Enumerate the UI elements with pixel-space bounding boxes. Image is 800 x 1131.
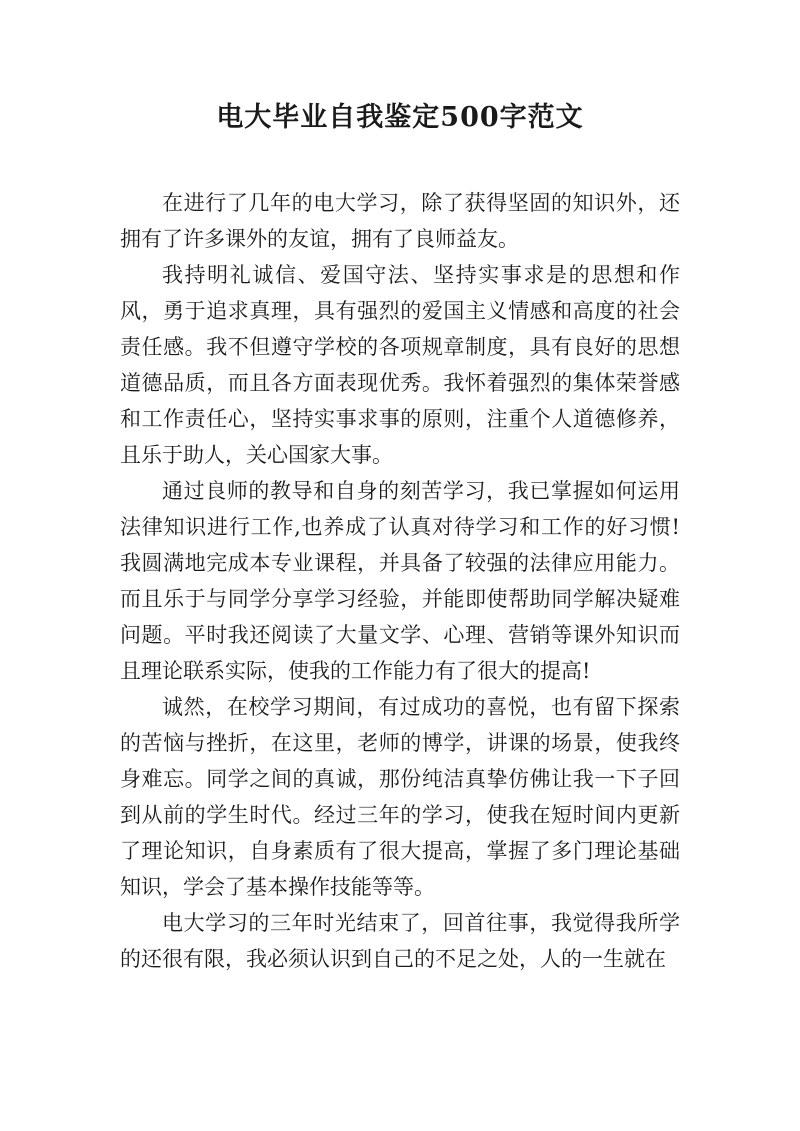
paragraph-1: 在进行了几年的电大学习，除了获得坚固的知识外，还拥有了许多课外的友谊，拥有了良师益友。 <box>120 191 680 251</box>
paragraph-3: 通过良师的教导和自身的刻苦学习，我已掌握如何运用法律知识进行工作,也养成了认真对待学习和工作的好习惯!我圆满地完成本专业课程，并具备了较强的法律应用能力。而且乐于与同学分享学习经验，并能即使帮助同学解决疑难问题。平时我还阅读了大量文学、心理、营销等课外知识而且理论联系实际，使我的工作能力有了很大的提高! <box>120 479 680 683</box>
document-body <box>120 185 680 977</box>
paragraph-2: 我持明礼诚信、爱国守法、坚持实事求是的思想和作风，勇于追求真理，具有强烈的爱国主义情感和高度的社会责任感。我不但遵守学校的各项规章制度，具有良好的思想道德品质，而且各方面表现优秀。我怀着强烈的集体荣誉感和工作责任心，坚持实事求事的原则，注重个人道德修养，且乐于助人，关心国家大事。 <box>120 263 680 467</box>
paragraph-5: 电大学习的三年时光结束了，回首往事，我觉得我所学的还很有限，我必须认识到自己的不足之处，人的一生就在 <box>120 911 680 971</box>
paragraph-4: 诚然，在校学习期间，有过成功的喜悦，也有留下探索的苦恼与挫折，在这里，老师的博学，讲课的场景，使我终身难忘。同学之间的真诚，那份纯洁真挚仿佛让我一下子回到从前的学生时代。经过三年的学习，使我在短时间内更新了理论知识，自身素质有了很大提高，掌握了多门理论基础知识，学会了基本操作技能等等。 <box>120 695 680 899</box>
document-title: 电大毕业自我鉴定500字范文 <box>216 102 584 133</box>
